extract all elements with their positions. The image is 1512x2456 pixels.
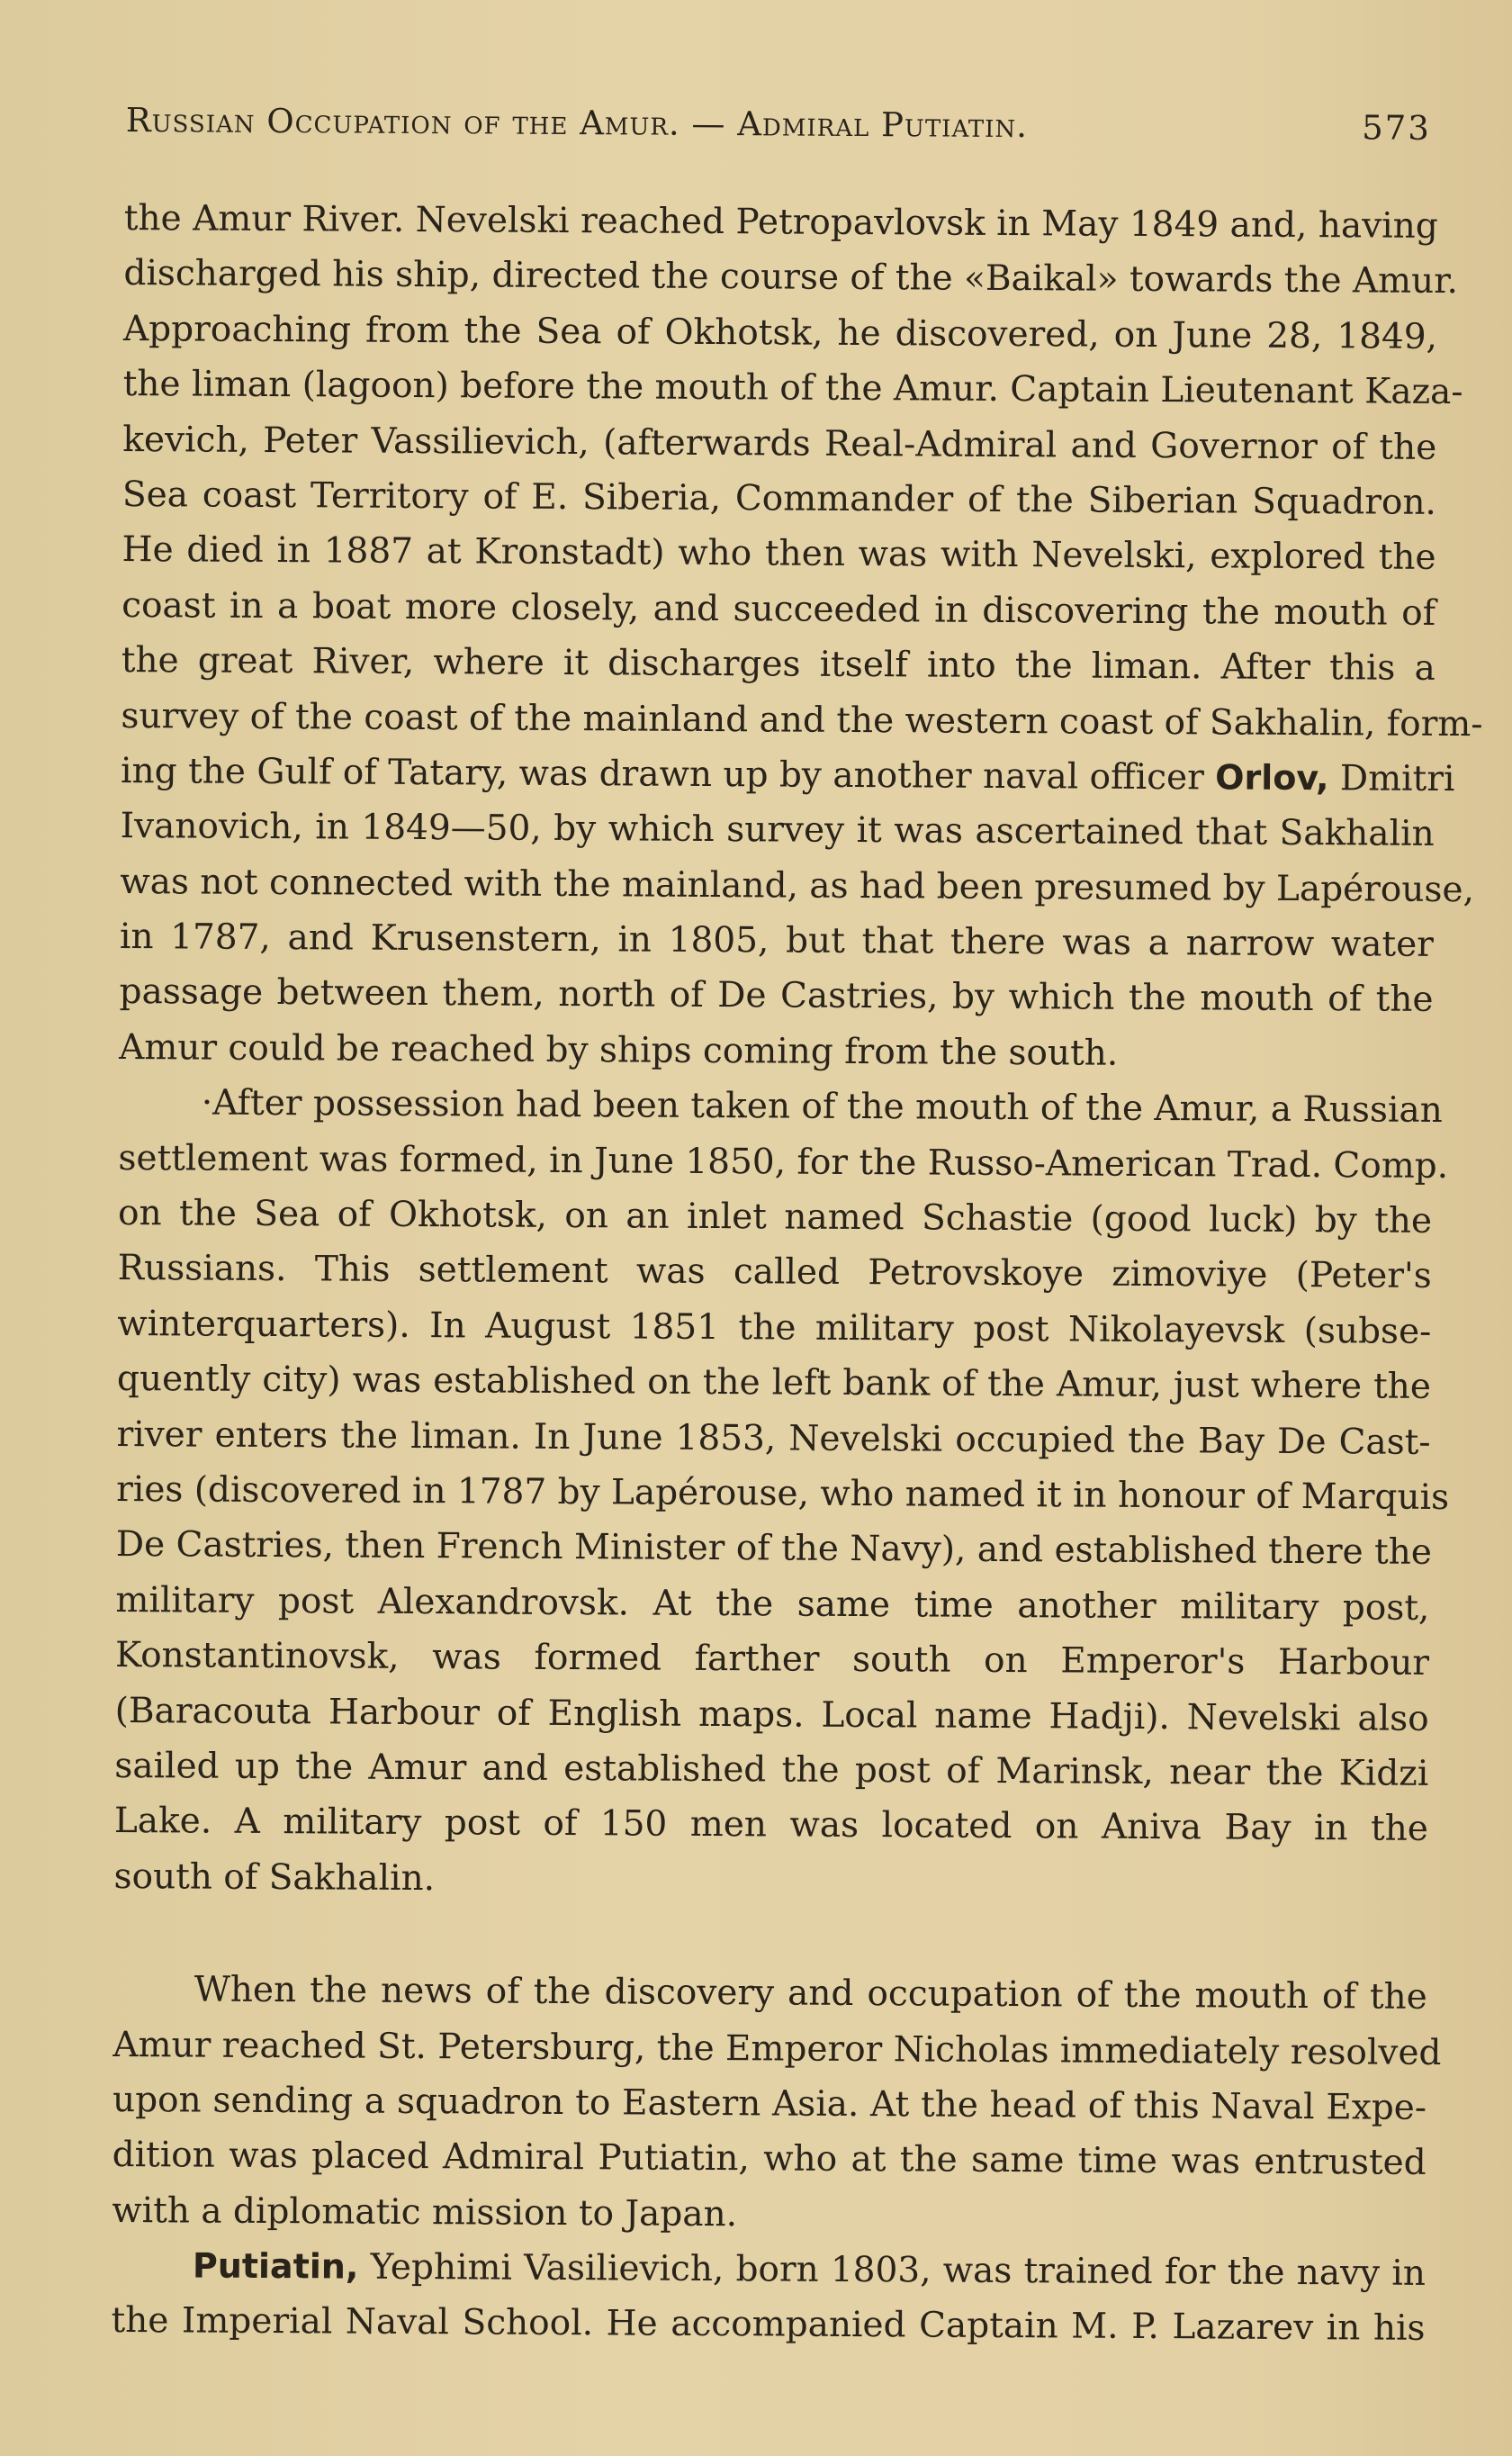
- text-line: the Imperial Naval School. He accompanied Captain M. P. Lazarev in his: [111, 2300, 1426, 2350]
- text-line: Amur reached St. Petersburg, the Emperor Nicholas immediately resolved: [112, 2024, 1442, 2073]
- text-line: upon sending a squadron to Eastern Asia. At the head of this Naval Expe-: [112, 2079, 1427, 2128]
- paragraph-gap: [113, 1904, 1427, 1970]
- line-text: ing the Gulf of Tatary, was drawn up by another naval officer: [120, 750, 1216, 799]
- text-line: discharged his ship, directed the course of the «Baikal» towards the Amur.: [123, 253, 1459, 302]
- running-title: Russian Occupation of the Amur. — Admiral Putiatin.: [125, 101, 1029, 146]
- text-line: When the news of the discovery and occupation of the mouth of the: [194, 1969, 1427, 2018]
- text-line: south of Sakhalin.: [113, 1856, 436, 1899]
- text-line: Sea coast Territory of E. Siberia, Commander of the Siberian Squadron.: [122, 474, 1437, 523]
- text-line: dition was placed Admiral Putiatin, who at the same time was entrusted: [112, 2135, 1426, 2184]
- name-putiatin: Putiatin,: [192, 2245, 359, 2287]
- text-line: Russians. This settlement was called Petrovskoye zimoviye (Peter's: [117, 1248, 1432, 1297]
- text-line: He died in 1887 at Kronstadt) who then was with Nevelski, explored the: [122, 529, 1436, 579]
- text-line: Ivanovich, in 1849—50, by which survey it was ascertained that Sakhalin: [120, 806, 1435, 855]
- text-line: Amur could be reached by ships coming from the south.: [119, 1026, 1119, 1074]
- text-line: Lake. A military post of 150 men was located on Aniva Bay in the: [113, 1801, 1429, 1850]
- text-line: coast in a boat more closely, and succeeded in discovering the mouth of: [122, 584, 1436, 634]
- line-text: Yephimi Vasilievich, born 1803, was trained for the navy in: [358, 2246, 1426, 2294]
- text-line: on the Sea of Okhotsk, on an inlet named Schastie (good luck) by the: [117, 1193, 1433, 1242]
- text-line: passage between them, north of De Castries, by which the mouth of the: [119, 971, 1434, 1021]
- text-line: Approaching from the Sea of Okhotsk, he discovered, on June 28, 1849,: [122, 308, 1438, 357]
- paragraph: [112, 1962, 1442, 2246]
- text-line: (Baracouta Harbour of English maps. Local name Hadji). Nevelski also: [114, 1690, 1429, 1739]
- text-line: military post Alexandrovsk. At the same time another military post,: [115, 1579, 1430, 1629]
- line-text: Dmitri: [1328, 758, 1455, 799]
- text-line: the great River, where it discharges itself into the liman. After this a: [121, 640, 1436, 690]
- text-line: river enters the liman. In June 1853, Nevelski occupied the Bay De Cast-: [116, 1413, 1431, 1463]
- paragraph: [111, 2238, 1426, 2357]
- text-body: [111, 191, 1483, 2357]
- name-orlov: Orlov,: [1215, 757, 1329, 799]
- text-line: [120, 744, 1455, 807]
- text-line: ries (discovered in 1787 by Lapérouse, who named it in honour of Marquis: [116, 1468, 1450, 1519]
- paragraph: [119, 191, 1483, 1083]
- text-line: in 1787, and Krusenstern, in 1805, but that there was a narrow water: [119, 916, 1435, 965]
- text-line: winterquarters). In August 1851 the military post Nikolayevsk (subse-: [117, 1303, 1432, 1352]
- paragraph: [113, 1075, 1450, 1912]
- text-line: survey of the coast of the mainland and the western coast of Sakhalin, form-: [121, 695, 1483, 745]
- text-line: De Castries, then French Minister of the Navy), and established there the: [115, 1524, 1433, 1574]
- text-line: kevich, Peter Vassilievich, (afterwards Real-Admiral and Governor of the: [122, 419, 1437, 468]
- text-line: [112, 2238, 1426, 2301]
- text-line: the Amur River. Nevelski reached Petropavlovsk in May 1849 and, having: [123, 197, 1438, 247]
- text-line: the liman (lagoon) before the mouth of the Amur. Captain Lieutenant Kaza-: [122, 364, 1463, 413]
- text-line: Konstantinovsk, was formed farther south on Emperor's Harbour: [114, 1635, 1430, 1684]
- text-line: quently city) was established on the left bank of the Amur, just where the: [116, 1359, 1432, 1408]
- page-number: 573: [1362, 108, 1431, 148]
- text-line: sailed up the Amur and established the post of Marinsk, near the Kidzi: [114, 1745, 1429, 1794]
- text-line: settlement was formed, in June 1850, for the Russo-American Trad. Comp.: [118, 1137, 1449, 1187]
- text-line: with a diplomatic mission to Japan.: [112, 2190, 738, 2235]
- text-line: was not connected with the mainland, as had been presumed by Lapérouse,: [120, 861, 1475, 910]
- running-head: [126, 101, 1431, 163]
- text-line: ·After possession had been taken of the mouth of the Amur, a Russian: [201, 1082, 1443, 1132]
